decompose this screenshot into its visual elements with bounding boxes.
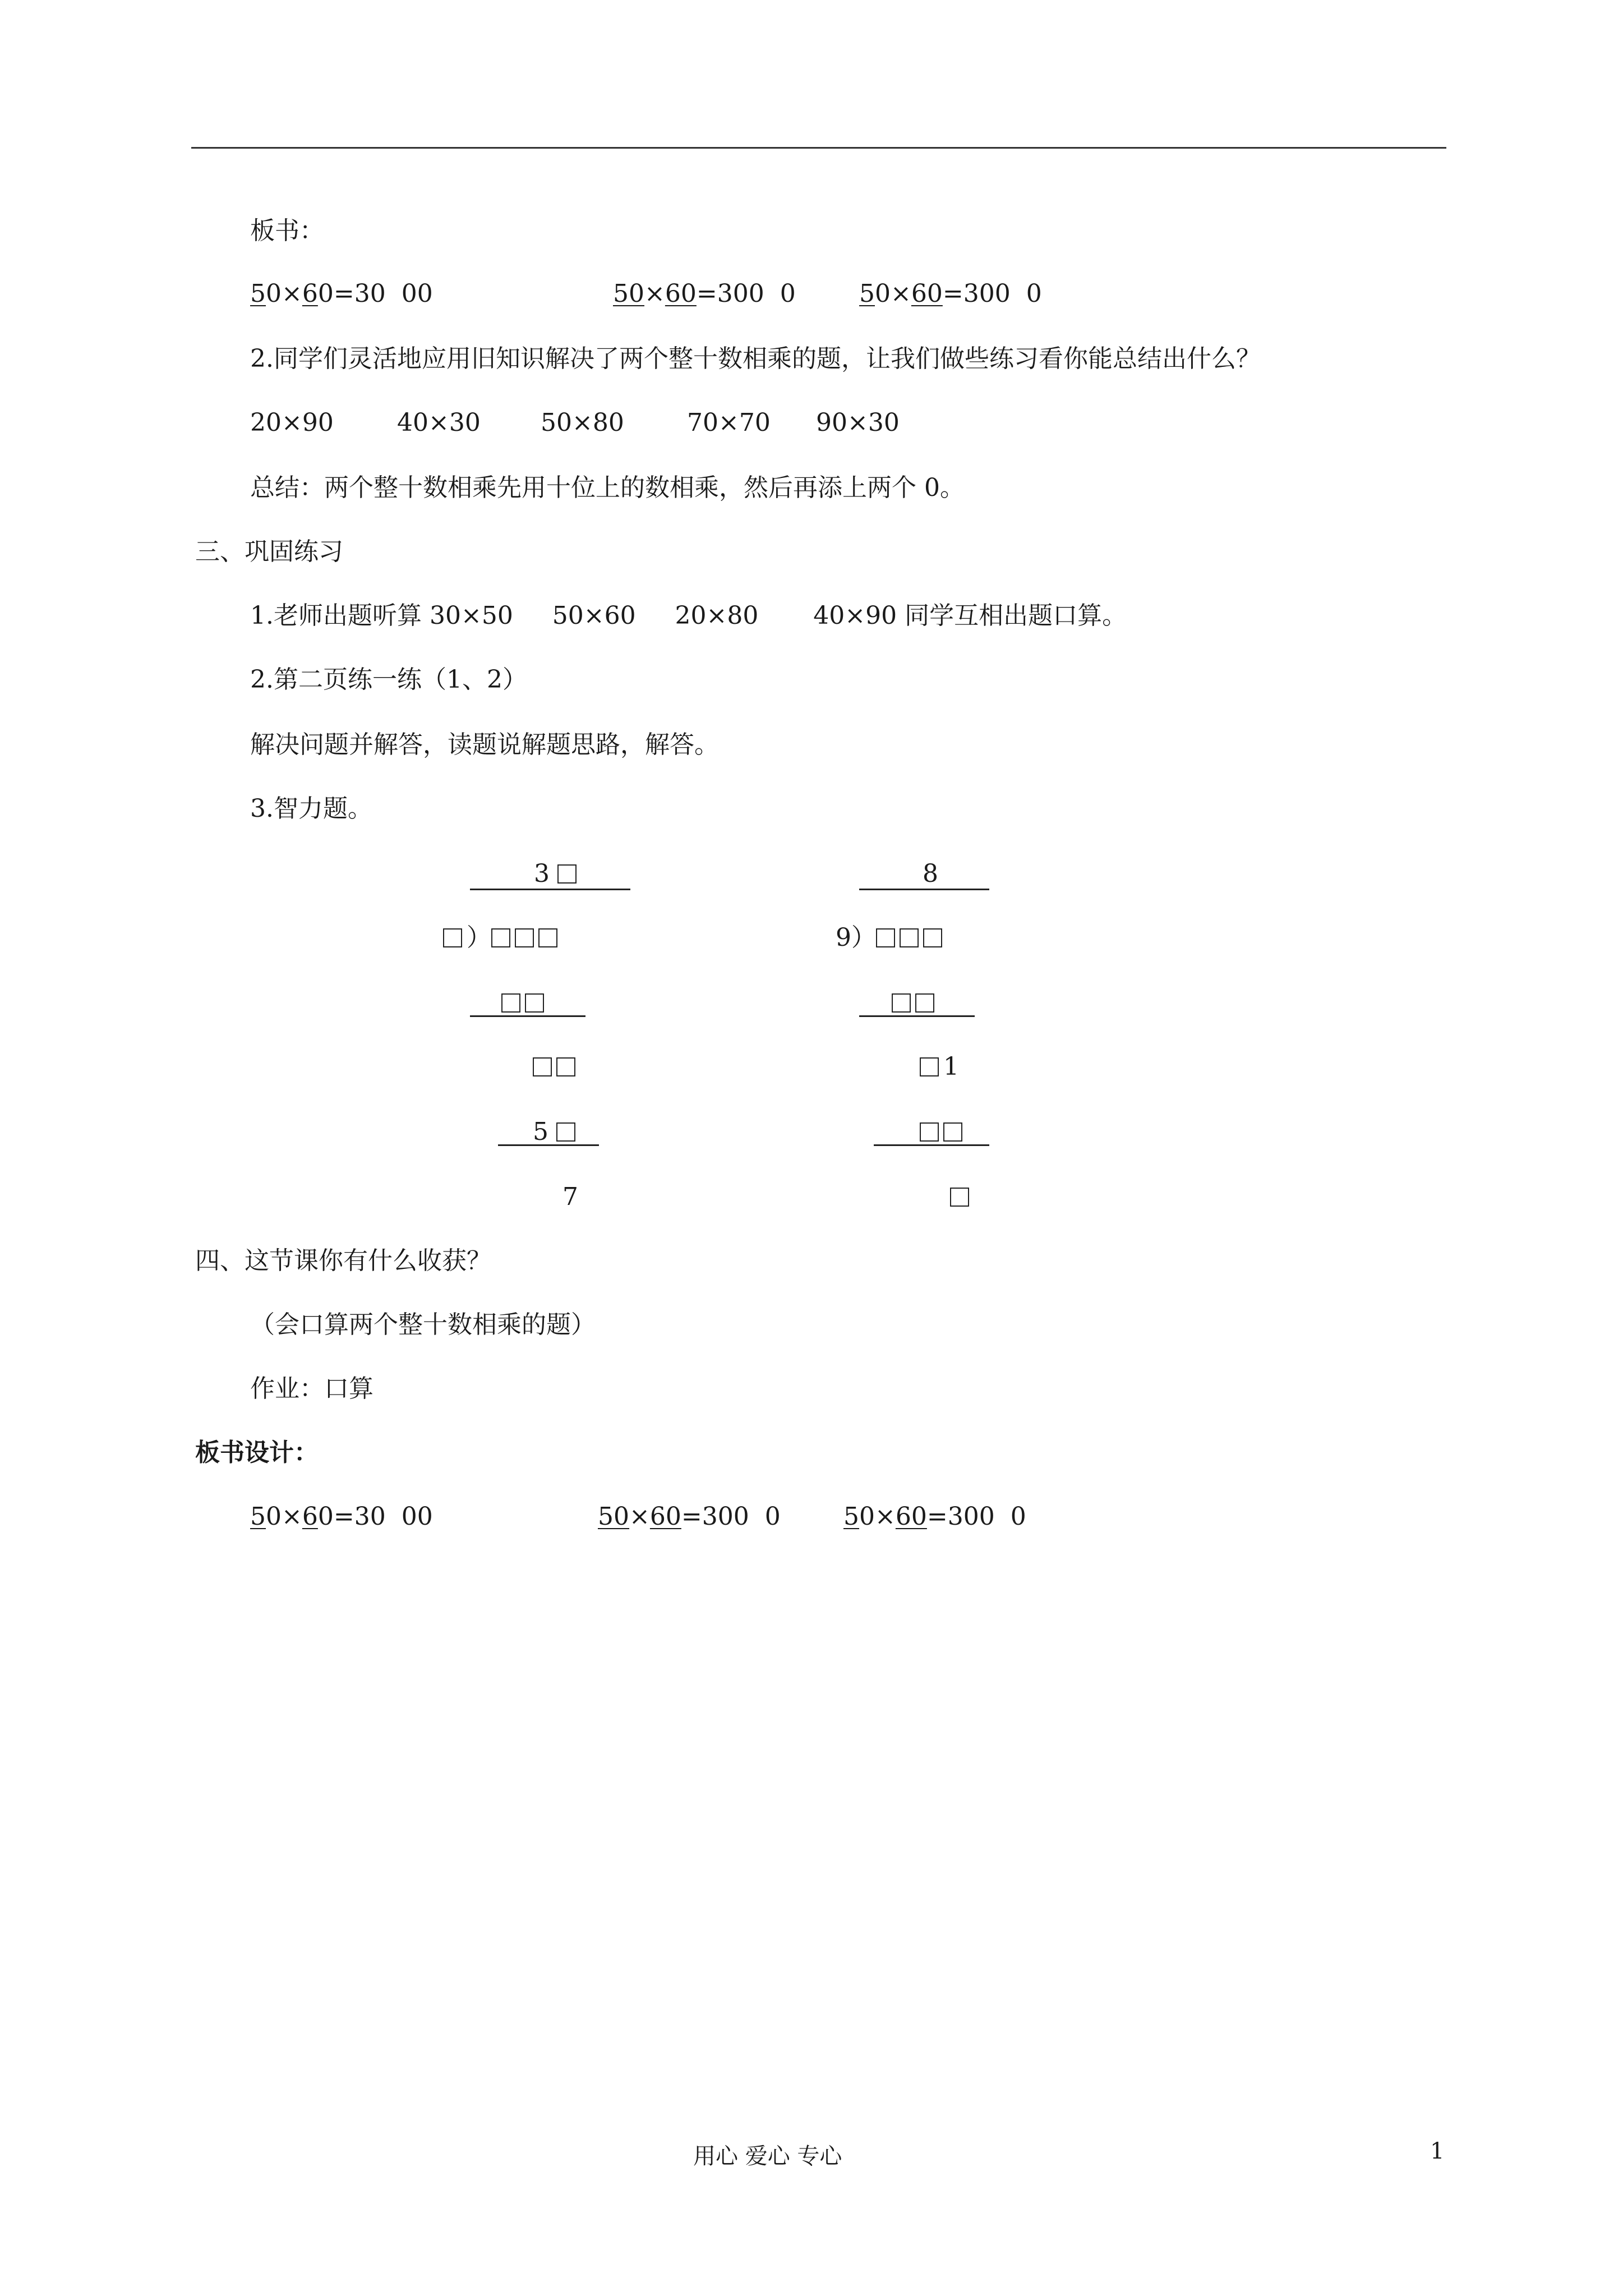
puzzle-left-quotient: 3 [534, 862, 581, 886]
blank-box [892, 993, 911, 1013]
practice-item: 90×30 [816, 408, 900, 437]
blank-box [556, 1122, 575, 1142]
blank-box [915, 993, 934, 1013]
footer-motto: 用心 爱心 专心 [693, 2143, 842, 2169]
page-number: 1 [1430, 2138, 1445, 2164]
blank-box [533, 1057, 552, 1076]
blank-box [900, 928, 919, 947]
division-bar [859, 889, 989, 890]
homework: 作业：口算 [250, 1374, 374, 1403]
puzzle-right-product-2 [920, 1120, 967, 1144]
board-label: 板书： [250, 217, 324, 245]
blank-box [501, 993, 520, 1013]
practice-item: 50×80 [541, 408, 624, 437]
blank-box [525, 993, 544, 1013]
puzzle-left-dividend-row: ） [443, 926, 562, 950]
blank-box [491, 928, 510, 947]
blank-box [538, 928, 557, 947]
blank-box [876, 928, 895, 947]
board-design-heading: 板书设计： [195, 1438, 319, 1467]
puzzle-right-dividend-row: 9） [836, 926, 947, 950]
blank-box [443, 928, 462, 947]
puzzle-left-remainder: 7 [562, 1182, 578, 1211]
board-design-eq-2: 50×60=300 0 [598, 1502, 781, 1531]
question-2: 2.同学们灵活地应用旧知识解决了两个整十数相乘的题，让我们做些练习看你能总结出什么？ [250, 344, 1261, 373]
puzzle-left-product-1 [501, 991, 548, 1015]
puzzle-right-remainder [950, 1185, 974, 1209]
summary: 总结：两个整十数相乘先用十位上的数相乘，然后再添上两个 0。 [250, 473, 965, 502]
puzzle-right-product-1 [892, 991, 939, 1015]
subtraction-bar [859, 1015, 975, 1017]
practice-item: 20×90 [250, 408, 334, 437]
exercise-3: 3.智力题。 [250, 794, 372, 823]
puzzle-right-remainder-1: 1 [920, 1055, 959, 1079]
puzzle-left-remainder-1 [533, 1055, 580, 1079]
blank-box [920, 1057, 939, 1076]
blank-box [943, 1122, 962, 1142]
blank-box [556, 1057, 575, 1076]
exercise-2: 2.第二页练一练（1、2） [250, 665, 527, 694]
exercise-2-note: 解决问题并解答，读题说解题思路，解答。 [250, 730, 719, 759]
harvest-answer: （会口算两个整十数相乘的题） [250, 1310, 596, 1339]
puzzle-left-product-2: 5 [533, 1120, 580, 1144]
practice-item: 70×70 [687, 408, 771, 437]
section-4-heading: 四、这节课你有什么收获？ [195, 1246, 491, 1275]
header-rule [191, 147, 1446, 149]
blank-box [923, 928, 942, 947]
subtraction-bar [498, 1144, 599, 1146]
section-3-heading: 三、巩固练习 [195, 537, 343, 566]
board-design-eq-1: 50×60=30 00 [250, 1502, 433, 1531]
division-bar [470, 889, 630, 890]
board-eq-2: 50×60=300 0 [613, 279, 796, 308]
subtraction-bar [470, 1015, 585, 1017]
practice-item: 40×30 [397, 408, 481, 437]
blank-box [920, 1122, 939, 1142]
blank-box [515, 928, 534, 947]
blank-box [950, 1188, 969, 1207]
board-eq-3: 50×60=300 0 [859, 279, 1042, 308]
blank-box [557, 864, 577, 884]
board-eq-1: 50×60=30 00 [250, 279, 433, 308]
subtraction-bar [874, 1144, 989, 1146]
board-design-eq-3: 50×60=300 0 [843, 1502, 1026, 1531]
puzzle-right-quotient: 8 [923, 859, 938, 888]
exercise-1: 1.老师出题听算 30×50 50×60 20×80 40×90 同学互相出题口算。 [250, 601, 1127, 630]
